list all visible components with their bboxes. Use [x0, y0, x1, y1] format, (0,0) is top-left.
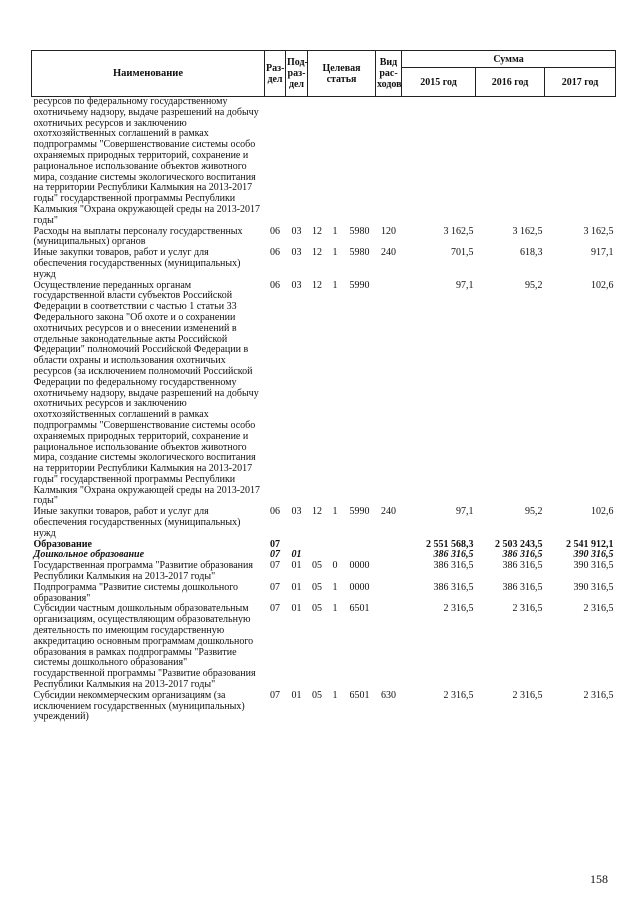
row-sum-2016: 95,2: [525, 279, 543, 291]
row-sum-2015: 386 316,5: [433, 560, 474, 572]
table-row: [32, 583, 616, 605]
row-target-program: 05: [312, 560, 322, 572]
row-target-program: 12: [312, 279, 322, 291]
row-name: Субсидии частным дошкольным образовательным организациям, осуществляющим образовательную деятельность по имеющим государственную аккредитацию основным программам дошкольного образования в рамках подпрограммы "Развитие системы дошкольного образования" государственной программы "Развитие образования Республики Калмыкия на 2013-2017 годы": [33, 603, 256, 691]
table-row: [32, 691, 616, 723]
row-razdel: 07: [270, 538, 280, 550]
row-expense-type: [376, 97, 402, 227]
row-podrazdel: 03: [291, 247, 302, 259]
row-target-program: 12: [312, 225, 322, 237]
row-name: Дошкольное образование: [33, 549, 145, 561]
row-podrazdel: 01: [291, 603, 302, 615]
row-name: Образование: [33, 538, 92, 550]
header-year-2015: 2015 год: [402, 68, 476, 97]
row-name: Расходы на выплаты персоналу государственных (муниципальных) органов: [33, 225, 243, 248]
row-sum-2016: 2 503 243,5: [495, 538, 543, 550]
row-razdel: 07: [270, 549, 280, 561]
row-target-direction: [344, 97, 376, 227]
row-target-subprogram: 1: [332, 225, 338, 237]
row-sum-2015: 97,1: [456, 279, 474, 291]
row-sum-2017: [545, 97, 616, 227]
row-name: Осуществление переданных органам государственной власти субъектов Российской Федерации в соответствии с частью 1 статьи 33 Федерального закона "Об охоте и о сохранении охотничьих ресурсов и о внесении изменений в отдельные законодательные акты Российской Федерации" полномочий Российской Федерации в области охраны и использования охотничьих ресурсов (за исключением полномочий Российской Федерации по федеральному государственному охотничьему надзору, выдаче разрешений на добычу охотничьих ресурсов и заключению охотхозяйственных соглашений в рамках подпрограммы "Совершенствование системы особо охраняемых природных территорий, сохранение и рациональное использование объектов животного мира, создание системы экологического воспитания на территории Республики Калмыкия на 2013-2017 годы" государственной программы Республики Калмыкия "Охрана окружающей среды на 2013-2017 годы": [33, 279, 261, 507]
row-podrazdel: 01: [291, 581, 302, 593]
table-row: [32, 281, 616, 508]
row-razdel: 06: [270, 506, 280, 518]
row-sum-2017: 3 162,5: [583, 225, 614, 237]
row-target-program: 05: [312, 689, 322, 701]
row-target-direction: [344, 540, 376, 551]
row-podrazdel: 01: [291, 549, 302, 561]
row-sum-2017: 390 316,5: [573, 560, 614, 572]
row-name: Иные закупки товаров, работ и услуг для обеспечения государственных (муниципальных) нужд: [33, 506, 241, 539]
row-expense-type: 240: [381, 247, 396, 259]
budget-table: [31, 50, 616, 723]
row-expense-type: [376, 281, 402, 508]
row-sum-2016: 2 316,5: [512, 603, 543, 615]
row-name: Подпрограмма "Развитие системы дошкольного образования": [33, 581, 239, 604]
row-sum-2016: 386 316,5: [502, 581, 543, 593]
row-sum-2017: 917,1: [591, 247, 614, 259]
header-podrazdel: Под-раз-дел: [286, 51, 308, 97]
row-target-subprogram: 0: [332, 560, 338, 572]
row-sum-2015: 2 316,5: [443, 689, 474, 701]
row-expense-type: 120: [381, 225, 396, 237]
table-row: [32, 97, 616, 227]
row-razdel: 06: [270, 225, 280, 237]
row-expense-type: 240: [381, 506, 396, 518]
row-target-program: [308, 540, 327, 551]
row-expense-type: [376, 550, 402, 561]
row-sum-2016: 3 162,5: [512, 225, 543, 237]
row-sum-2015: 2 551 568,3: [426, 538, 474, 550]
row-sum-2015: 701,5: [451, 247, 474, 259]
row-target-direction: 5980: [349, 225, 370, 237]
row-target-subprogram: 1: [332, 603, 338, 615]
row-razdel: [265, 97, 286, 227]
row-expense-type: [376, 583, 402, 605]
row-podrazdel: 01: [291, 689, 302, 701]
table-header: [32, 51, 616, 97]
row-expense-type: [376, 604, 402, 690]
row-sum-2016: 618,3: [520, 247, 543, 259]
header-year-2016: 2016 год: [476, 68, 545, 97]
row-target-subprogram: 1: [332, 279, 338, 291]
row-sum-2017: 2 541 912,1: [566, 538, 614, 550]
row-razdel: 07: [270, 689, 280, 701]
row-target-program: 05: [312, 581, 322, 593]
row-expense-type: [376, 561, 402, 583]
row-sum-2015: 386 316,5: [433, 581, 474, 593]
row-sum-2017: 102,6: [591, 279, 614, 291]
row-target-direction: 6501: [349, 689, 370, 701]
row-razdel: 06: [270, 279, 280, 291]
page-number: 158: [590, 872, 608, 886]
header-expense-type: Вид рас-ходов: [376, 51, 402, 97]
row-target-program: 05: [312, 603, 322, 615]
row-target-direction: 0000: [349, 560, 370, 572]
row-target-direction: 6501: [349, 603, 370, 615]
row-sum-2016: [476, 97, 545, 227]
row-target-subprogram: 1: [332, 689, 338, 701]
row-target-subprogram: [327, 540, 344, 551]
row-target-subprogram: 1: [332, 506, 338, 518]
header-sum: Сумма: [402, 51, 616, 68]
row-razdel: 07: [270, 603, 280, 615]
header-name: Наименование: [32, 51, 265, 97]
header-target-article: Целевая статья: [308, 51, 376, 97]
row-sum-2016: 2 316,5: [512, 689, 543, 701]
row-sum-2015: 3 162,5: [443, 225, 474, 237]
row-sum-2016: 386 316,5: [502, 560, 543, 572]
table-row: [32, 561, 616, 583]
row-podrazdel: [286, 97, 308, 227]
row-sum-2015: 97,1: [456, 506, 474, 518]
row-sum-2017: 2 316,5: [583, 689, 614, 701]
row-target-direction: 5980: [349, 247, 370, 259]
row-sum-2017: 390 316,5: [573, 581, 614, 593]
row-sum-2015: 386 316,5: [433, 549, 474, 561]
row-razdel: 07: [270, 581, 280, 593]
row-sum-2015: 2 316,5: [443, 603, 474, 615]
row-sum-2016: 386 316,5: [502, 549, 543, 561]
row-expense-type: 630: [381, 689, 396, 701]
row-target-direction: 5990: [349, 506, 370, 518]
table-row: [32, 227, 616, 249]
row-sum-2016: 95,2: [525, 506, 543, 518]
row-target-subprogram: 1: [332, 581, 338, 593]
row-expense-type: [376, 540, 402, 551]
row-name: Субсидии некоммерческим организациям (за исключением государственных (муниципальных) учреждений): [33, 689, 245, 723]
table-row: [32, 604, 616, 690]
row-target-direction: 5990: [349, 279, 370, 291]
row-target-program: [308, 97, 327, 227]
row-target-subprogram: [327, 97, 344, 227]
row-target-program: 12: [312, 247, 322, 259]
header-razdel: Раз-дел: [265, 51, 286, 97]
row-razdel: 07: [270, 560, 280, 572]
row-sum-2015: [402, 97, 476, 227]
row-podrazdel: 03: [291, 225, 302, 237]
row-name: Государственная программа "Развитие образования Республики Калмыкия на 2013-2017 годы": [33, 560, 253, 583]
table-body: [32, 97, 616, 724]
row-target-program: 12: [312, 506, 322, 518]
row-target-subprogram: 1: [332, 247, 338, 259]
row-name: Иные закупки товаров, работ и услуг для обеспечения государственных (муниципальных) нужд: [33, 247, 241, 280]
row-podrazdel: 03: [291, 506, 302, 518]
row-sum-2017: 102,6: [591, 506, 614, 518]
row-sum-2017: 390 316,5: [573, 549, 614, 561]
table-row: [32, 248, 616, 280]
row-podrazdel: 01: [291, 560, 302, 572]
budget-table-page: [31, 50, 615, 723]
row-podrazdel: 03: [291, 279, 302, 291]
row-razdel: 06: [270, 247, 280, 259]
header-year-2017: 2017 год: [545, 68, 616, 97]
row-sum-2017: 2 316,5: [583, 603, 614, 615]
table-row: [32, 507, 616, 539]
row-name: ресурсов по федеральному государственному охотничьему надзору, выдаче разрешений на добычу охотничьих ресурсов и заключению охотхозяйственных соглашений в рамках подпрограммы "Совершенствование системы особо охраняемых природных территорий, сохранение и рациональное использование объектов животного мира, создание системы экологического воспитания на территории Республики Калмыкия на 2013-2017 годы" государственной программы Республики Калмыкия "Охрана окружающей среды на 2013-2017 годы": [33, 96, 261, 226]
row-target-direction: 0000: [349, 581, 370, 593]
